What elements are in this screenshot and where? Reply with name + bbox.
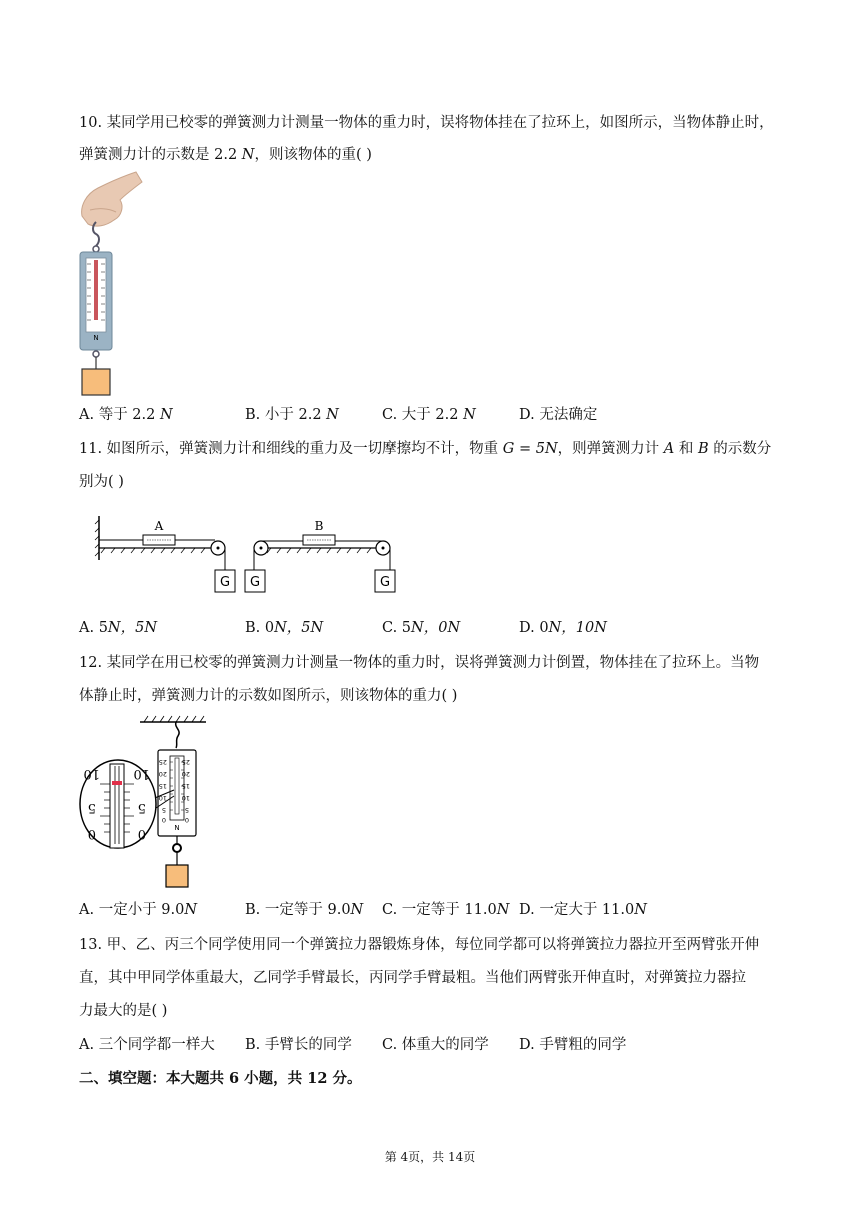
svg-text:10: 10 (133, 766, 150, 781)
svg-text:25: 25 (158, 758, 167, 766)
section-2-title: 二、填空题：本大题共 6 小题，共 12 分。 (79, 1070, 362, 1087)
q11-text-line2: 别为( ) (79, 474, 124, 490)
q11-option-b[interactable]: B. 0N，5N (245, 620, 324, 636)
q13-text-line1: 13. 甲、乙、丙三个同学使用同一个弹簧拉力器锻炼身体，每位同学都可以将弹簧拉力器拉开至两臂张开伸 (79, 937, 760, 953)
q11-label-a: A (154, 519, 164, 533)
q11-option-c[interactable]: C. 5N，0N (382, 620, 461, 636)
page-number: 第 4页，共 14页 (384, 1150, 476, 1164)
q11-option-d[interactable]: D. 0N，10N (519, 620, 607, 636)
svg-text:5: 5 (137, 800, 146, 815)
svg-text:15: 15 (158, 782, 167, 790)
q12-object-block (166, 865, 188, 887)
q11-figure (95, 512, 405, 598)
q13-option-d[interactable]: D. 手臂粗的同学 (519, 1037, 627, 1053)
q13-text-line2: 直，其中甲同学体重最大，乙同学手臂最长，丙同学手臂最粗。当他们两臂张开伸直时，对弹簧拉力器拉 (79, 970, 746, 986)
q10-figure-unit: N (93, 334, 99, 342)
q12-option-b[interactable]: B. 一定等于 9.0N (245, 902, 364, 918)
svg-text:15: 15 (181, 782, 190, 790)
q10-option-d[interactable]: D. 无法确定 (519, 407, 598, 423)
q10-option-c[interactable]: C. 大于 2.2 N (382, 407, 476, 423)
q12-pointer-marker (112, 781, 122, 785)
q11-equation: G = 5N (502, 441, 558, 457)
q12-option-a[interactable]: A. 一定小于 9.0N (79, 902, 198, 918)
svg-text:20: 20 (181, 770, 190, 778)
q10-figure (78, 172, 148, 398)
svg-text:25: 25 (181, 758, 190, 766)
svg-text:0: 0 (184, 816, 189, 824)
q11-text-line1: 11. 如图所示，弹簧测力计和细线的重力及一切摩擦均不计，物重 G = 5N，则弹簧测力计 A 和 B 的示数分 (79, 441, 772, 457)
svg-text:5: 5 (184, 806, 189, 814)
q13-option-c[interactable]: C. 体重大的同学 (382, 1037, 489, 1053)
q11-label-b: B (314, 519, 324, 533)
q12-option-c[interactable]: C. 一定等于 11.0N (382, 902, 510, 918)
q11-option-a[interactable]: A. 5N，5N (79, 620, 158, 636)
svg-text:20: 20 (158, 770, 167, 778)
svg-text:10: 10 (181, 794, 190, 802)
q13-text-line3: 力最大的是( ) (79, 1003, 168, 1019)
q10-text-post: ，则该物体的重( ) (254, 147, 372, 163)
q12-text-line1: 12. 某同学在用已校零的弹簧测力计测量一物体的重力时，误将弹簧测力计倒置，物体挂在了拉环上。当物 (79, 655, 760, 671)
q11-weight-right-left: G (249, 575, 261, 590)
svg-text:10: 10 (158, 794, 167, 802)
q10-text-line2 (79, 145, 372, 165)
q10-unit: N (241, 147, 255, 163)
svg-text:0: 0 (161, 816, 166, 824)
q13-option-b[interactable]: B. 手臂长的同学 (245, 1037, 352, 1053)
q11-weight-right-right: G (379, 575, 391, 590)
svg-text:10: 10 (83, 766, 100, 781)
q11-weight-left: G (219, 575, 231, 590)
q13-option-a[interactable]: A. 三个同学都一样大 (79, 1037, 215, 1053)
svg-text:0: 0 (87, 826, 96, 841)
q12-figure (78, 712, 228, 890)
q10-option-b[interactable]: B. 小于 2.2 N (245, 407, 339, 423)
q10-text-pre: 弹簧测力计的示数是 2.2 (79, 147, 242, 163)
svg-text:0: 0 (137, 826, 146, 841)
q10-object-block (82, 369, 110, 395)
q12-option-d[interactable]: D. 一定大于 11.0N (519, 902, 647, 918)
q10-text-line1: 10. 某同学用已校零的弹簧测力计测量一物体的重力时，误将物体挂在了拉环上，如图所示，当物体静止时， (79, 115, 774, 131)
svg-text:5: 5 (161, 806, 166, 814)
q12-figure-unit: N (174, 824, 180, 832)
q12-text-line2: 体静止时，弹簧测力计的示数如图所示，则该物体的重力( ) (79, 688, 458, 704)
svg-text:5: 5 (87, 800, 96, 815)
q10-option-a[interactable]: A. 等于 2.2 N (79, 407, 173, 423)
